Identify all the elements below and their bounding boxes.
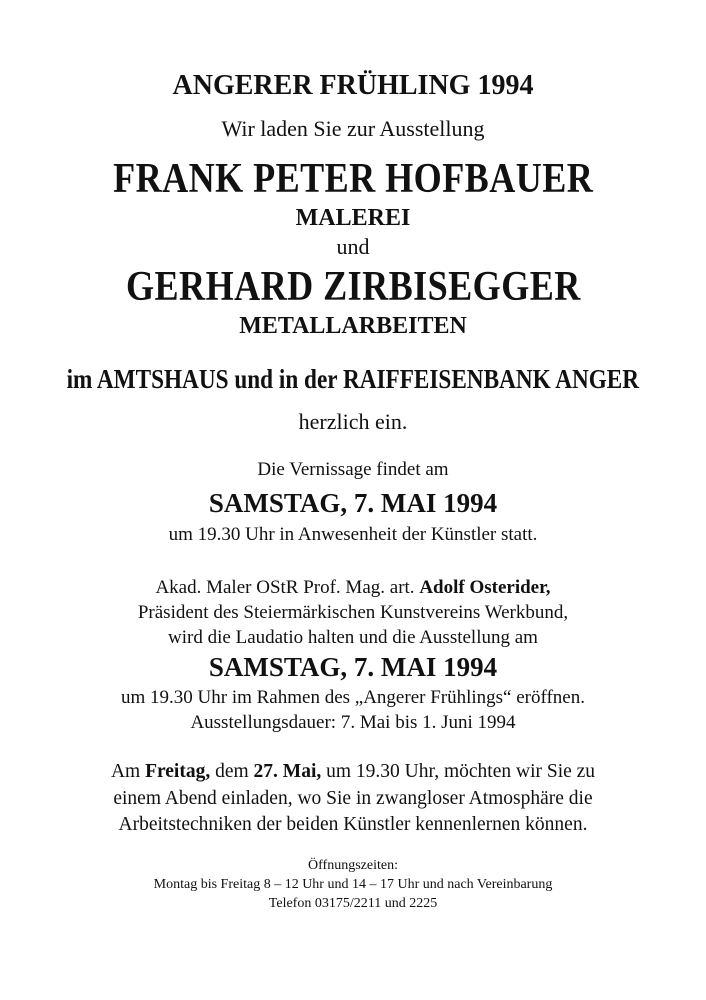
venue-text: im AMTSHAUS und in der RAIFFEISENBANK ANGER: [66, 364, 640, 394]
laudatio-line-1: [0, 578, 706, 597]
evening-line-1: [0, 762, 706, 782]
invitation-intro: Wir laden Sie zur Ausstellung: [221, 116, 485, 141]
laudatio-speaker: Adolf Osterider,: [419, 577, 551, 598]
vernissage-intro: Die Vernissage findet am: [257, 459, 449, 480]
opening-hours: Montag bis Freitag 8 – 12 Uhr und 14 – 17 Uhr und nach Vereinbarung: [153, 877, 553, 892]
phone-number: Telefon 03175/2211 und 2225: [268, 896, 438, 911]
laudatio-title-prefix: Akad. Maler OStR Prof. Mag. art.: [155, 577, 415, 598]
vernissage-date: SAMSTAG, 7. MAI 1994: [208, 488, 498, 518]
evening-line-3: Arbeitstechniken der beiden Künstler kennenlernen können.: [118, 814, 588, 835]
evening-line-2: einem Abend einladen, wo Sie in zwangloser Atmosphäre die: [113, 788, 593, 809]
evening-mid: dem: [215, 761, 249, 782]
event-title: ANGERER FRÜHLING 1994: [172, 70, 534, 101]
opening-date: SAMSTAG, 7. MAI 1994: [208, 652, 498, 682]
evening-pre: Am: [110, 761, 141, 782]
artist-medium-2: METALLARBEITEN: [239, 313, 467, 339]
evening-day: Freitag,: [145, 761, 211, 782]
artist-medium-1: MALEREI: [295, 205, 411, 231]
laudatio-line-3: wird die Laudatio halten und die Ausstellung am: [168, 627, 538, 648]
laudatio-line-2: Präsident des Steiermärkischen Kunstvereins Werkbund,: [137, 602, 569, 623]
venue-line: [0, 366, 706, 393]
artist-name-1-text: FRANK PETER HOFBAUER: [112, 156, 594, 202]
vernissage-time: um 19.30 Uhr in Anwesenheit der Künstler statt.: [168, 524, 538, 545]
artist-name-2-text: GERHARD ZIRBISEGGER: [125, 264, 581, 310]
exhibition-duration: Ausstellungsdauer: 7. Mai bis 1. Juni 1994: [190, 712, 516, 733]
connector-text: und: [336, 234, 370, 259]
artist-name-2: [0, 266, 706, 308]
opening-time: um 19.30 Uhr im Rahmen des „Angerer Frühlings“ eröffnen.: [121, 687, 585, 708]
evening-post: um 19.30 Uhr, möchten wir Sie zu: [326, 761, 596, 782]
evening-date: 27. Mai,: [253, 761, 322, 782]
opening-hours-heading: Öffnungszeiten:: [308, 858, 398, 873]
artist-name-1: [0, 158, 706, 200]
welcome-text: herzlich ein.: [298, 409, 408, 434]
